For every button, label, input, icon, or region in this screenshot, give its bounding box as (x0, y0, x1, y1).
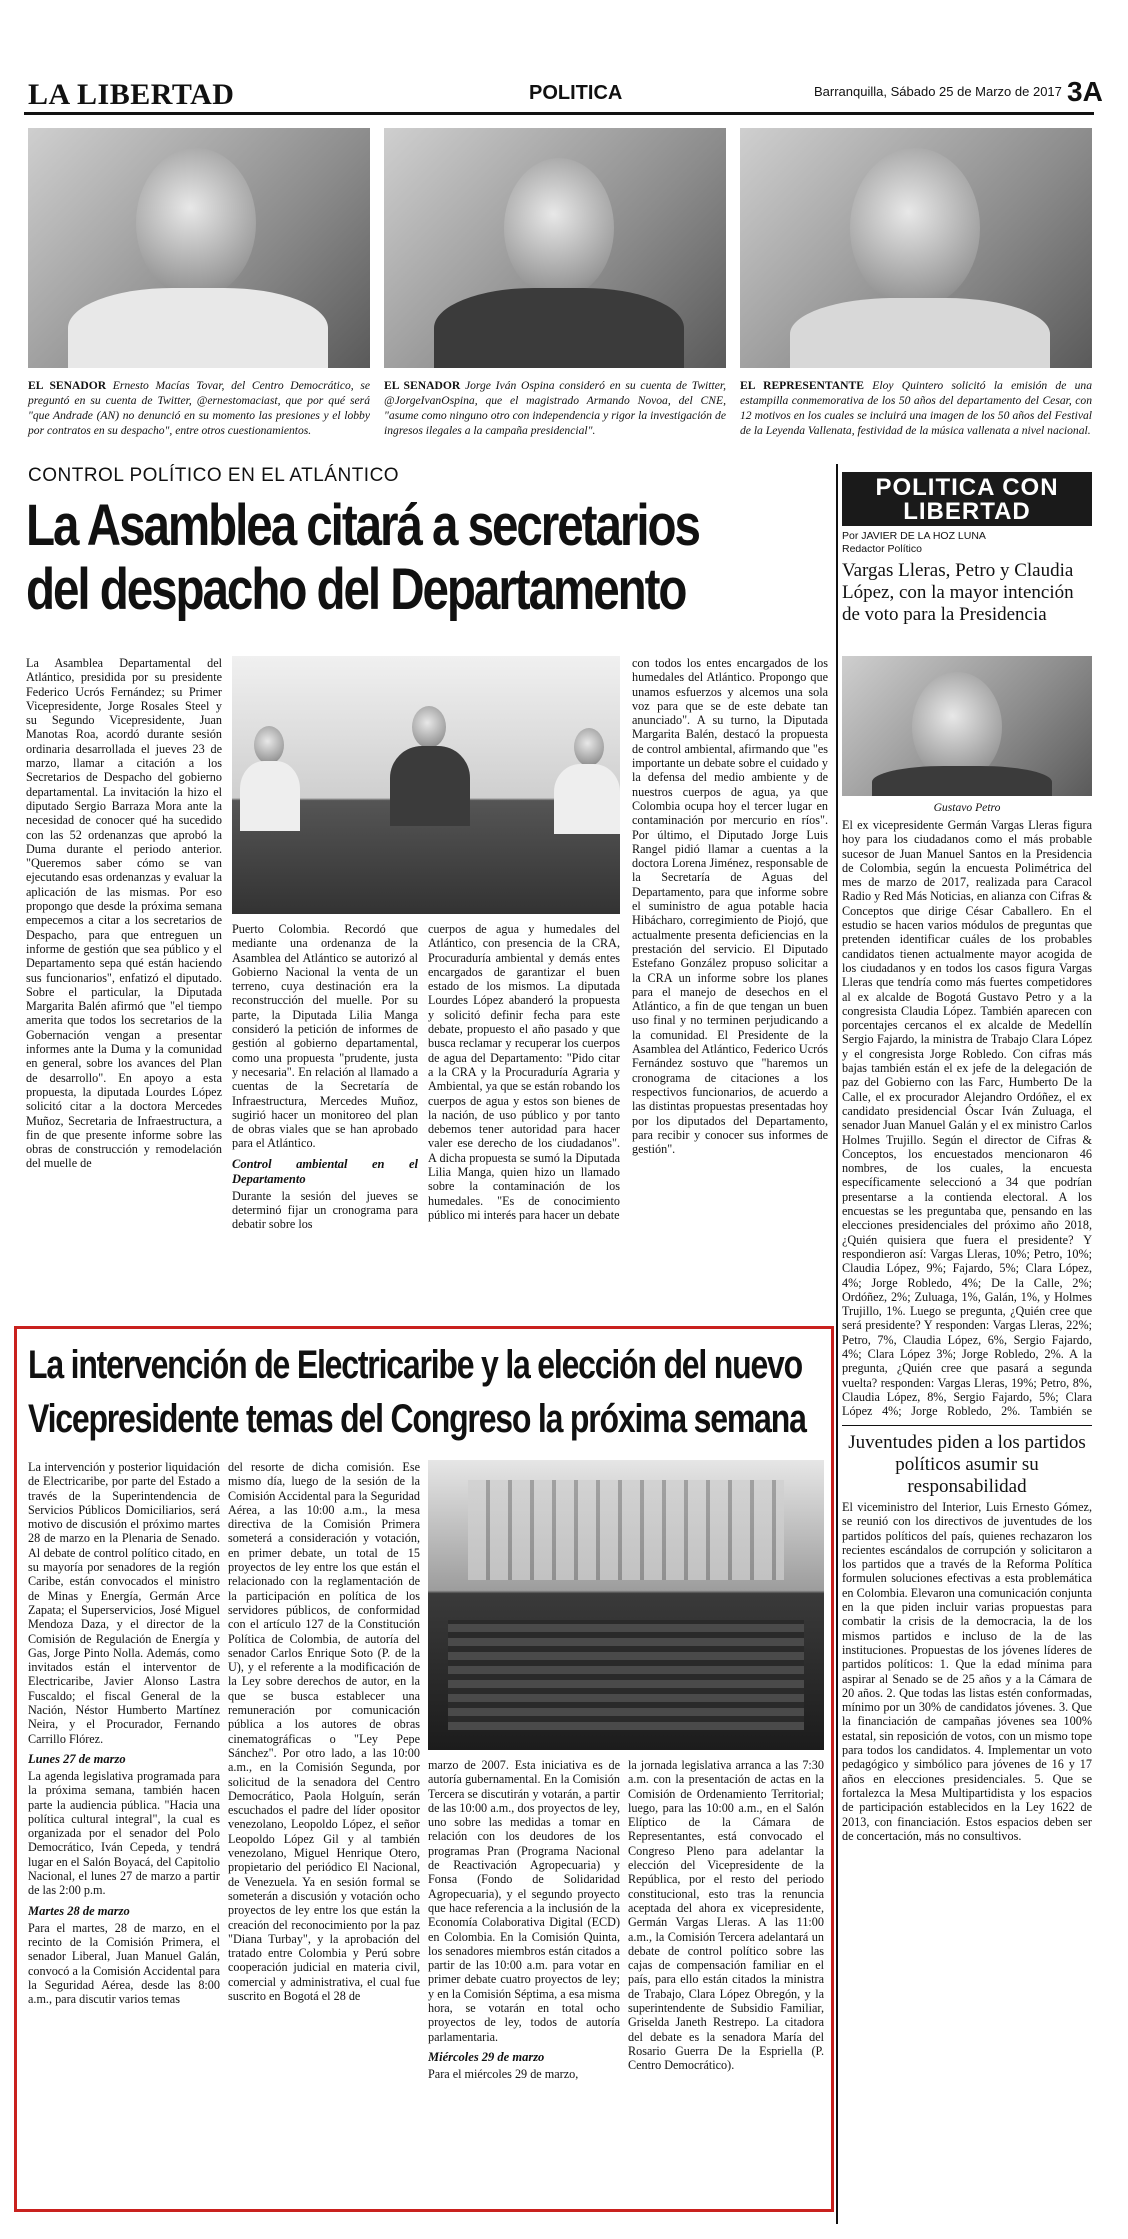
photo-senator-macias (28, 128, 370, 368)
article1-headline-line1: La Asamblea citará a secretarios (26, 493, 699, 558)
photo-representative-quintero (740, 128, 1092, 368)
article1-column-3: cuerpos de agua y humedales del Atlántico, con presencia de la CRA, Procuraduría ambiental y demás entes encargados de garantizar el buen estado de los mismos. La diputada Lourdes López abanderó la propuesta y solicitó definir fecha para este debate, propuesto el año pasado y que busca reclamar y recuperar los cuerpos de agua del Departamento: "Pido citar a la CRA y la Procuraduría Agraria y Ambiental, ya que se están robando los cuerpos de agua y estos son bienes de la nación, de uso público y por tanto debemos tener autoridad para hacer valer ese derecho de los ciudadanos". A dicha propuesta se sumó la Diputada Lilia Manga, quien hizo un llamado sobre la contaminación de los humedales. "Es de conocimiento público mi interés para hacer un debate (428, 922, 620, 1222)
article2-subhead-tuesday: Martes 28 de marzo (28, 1903, 130, 1918)
article1-subhead: Control ambiental en el Departamento (232, 1156, 418, 1186)
sidebar-title: Vargas Lleras, Petro y Claudia López, con la mayor intención de voto para la Presidencia (842, 560, 1074, 625)
sidebar-title-2: Juventudes piden a los partidos políticos asumir su responsabilidad (848, 1432, 1086, 1497)
issue-date: Barranquilla, Sábado 25 de Marzo de 2017 (814, 84, 1062, 99)
photo-congress-chamber (428, 1460, 824, 1750)
photo-caption-2: EL SENADOR Jorge Iván Ospina consideró en su cuenta de Twitter, @JorgeIvanOspina, que el magistrado Armando Novoa, del CNE, "asume como ninguno otro con independencia y rigor la investigación de ingresos ilegales a la campaña presidencial". (384, 379, 726, 437)
newspaper-name: LA LIBERTAD (28, 78, 235, 111)
sidebar-divider (842, 1425, 1092, 1426)
masthead (24, 76, 1103, 115)
article1-headline-line2: del despacho del Departamento (26, 557, 686, 622)
article1-column-4: con todos los entes encargados de los humedales del Atlántico. Propongo que unamos esfuerzos y alcemos una sola voz para que se de este debate tan anunciado". A su turno, la Diputada Margarita Balén, destacó la propuesta de control ambiental, afirmando que "es importante un debate sobre el cuidado y la defensa del medio ambiente y de nuestros cuerpos de agua, ya que Colombia ocupa hoy el tercer lugar en contaminación por mercurio en ríos". Por último, el Diputado Jorge Luis Rangel pidió llamar a cuentas a la doctora Lorena Jiménez, responsable de la Secretaría de Aguas del Departamento, para que informe sobre el suministro de agua potable hacia Hibácharo, corregimiento de Piojó, que actualmente presenta deficiencias en la prestación del servicio. El Diputado Estefano González propuso solicitar a la CRA un informe sobre los planes para el manejo de desechos en el Atlántico, a fin de que tengan un buen uso final y no terminen perjudicando a la comunidad. El Presidente de la Asamblea del Atlántico, Federico Ucrós Fernández sostuvo que "haremos un cronograma de citaciones a los respectivos funcionarios, de acuerdo a las distintas propuestas presentadas hoy por los diputados del Departamento, para recibir y conocer sus informes de gestión". (632, 656, 828, 1157)
sidebar-byline: Por JAVIER DE LA HOZ LUNA Redactor Político (842, 530, 986, 555)
article2-column-2: del resorte de dicha comisión. Ese mismo día, luego de la sesión de la Comisión Accidental para la Seguridad Aérea, a las 10:00 a.m., la mesa directiva de la Comisión Primera someterá a consideración y votación, en primer debate, un total de 15 proyectos de ley entre los que están el relacionado con la reglamentación de la participación en política de los servidores públicos, de conformidad con el artículo 127 de la Constitución Política de Colombia, de autoría del senador Carlos Enrique Soto (P. de la U), y el referente a la modificación de la Ley sobre derechos de autor, en la que se busca establecer una remuneración por comunicación pública a los autores de obras cinematográficas o "Ley Pepe Sánchez". Por otro lado, a las 10:00 a.m., en la Comisión Segunda, por solicitud de la senadora del Centro Democrático, Paola Holguín, serán escuchados el padre del líder opositor venezolano, Leopoldo López, el señor Leopoldo López Gil y al también venezolano, Miguel Henrique Otero, propietario del periódico El Nacional, de Venezuela. Ya en sesión formal se someterán a discusión y votación ocho proyectos de ley entre los que están la creación del reconocimiento por la paz "Diana Turbay", y la aprobación del tratado entre Colombia y Perú sobre cooperación judicial en materia civil, comercial y administrativa, el cual fue suscrito en Bogotá el 28 de (228, 1460, 420, 2003)
article2-headline-line1: La intervención de Electricaribe y la elección del nuevo (28, 1343, 803, 1387)
article2-subhead-monday: Lunes 27 de marzo (28, 1751, 126, 1766)
photo-caption-3: EL REPRESENTANTE Eloy Quintero solicitó la emisión de una estampilla conmemorativa de los 50 años del departamento del Cesar, con 12 motivos en los cuales se incluirá una imagen de los 50 años del Festival de la Leyenda Vallenata, festividad de la música vallenata a nivel nacional. (740, 379, 1092, 437)
article1-kicker: CONTROL POLÍTICO EN EL ATLÁNTICO (28, 465, 400, 486)
photo-assembly-session (232, 656, 620, 914)
article2-subhead-wednesday: Miércoles 29 de marzo (428, 2049, 545, 2064)
photo-senator-ospina (384, 128, 726, 368)
sidebar-body-2: El viceministro del Interior, Luis Ernesto Gómez, se reunió con los directivos de juventudes de los partidos políticos del país, quienes rechazaron los recientes escándalos de corrupción y solicitaron a los partidos que a través de la Reforma Política formulen soluciones efectivas a esta problemática en Colombia. Elevaron una comunicación conjunta en la que piden incluir varias propuestas para combatir la crisis de la democracia, la de los mismos partidos e incluso de la de las instituciones. Propuestas de los jóvenes líderes de partidos políticos: 1. Que la edad mínima para aspirar al Senado se de 25 años y a la Cámara de 20 años. 2. Que todas las listas estén conformadas, mínimo por un 30% de candidatos jóvenes. 3. Que la financiación de campañas jóvenes sea 100% estatal, sin reposición de votos, con un mismo tope para todos los candidatos. 4. Implementar un voto pedagógico y simbólico para jóvenes de 16 y 17 años en elecciones presidenciales. 5. Que se fortalezca la Mesa Multipartidista y los espacios de participación establecidos en la Ley 1622 de 2013, con financiación. Estos espacios deben ser de concertación, más no consultivos. (842, 1500, 1092, 1843)
article1-column-1: La Asamblea Departamental del Atlántico, presidida por su presidente Federico Ucrós Fernández; su Primer Vicepresidente, Jorge Rosales Steel y su Segundo Vicepresidente, Juan Manotas Roa, acordó durante sesión ordinaria desarrollada el jueves 23 de marzo, llamar a citación a los Secretarios de Despacho del gobierno departamental. La invitación la hizo el diputado Sergio Barraza Mora ante la necesidad de conocer qué ha sucedido con las 52 ordenanzas que aprobó la Duma durante el periodo anterior. "Queremos saber cómo se van ejecutando esas ordenanzas y evaluar la aplicación de las mismas. Por eso propongo que desde la próxima semana empecemos a citar a los secretarios de Despacho, para que entreguen un informe de gestión que sea público y el Departamento sepa qué están haciendo sus funcionarios", enfatizó el diputado. Sobre el particular, la Diputada Margarita Balén afirmó que "el tiempo amerita que todos los secretarios de la Gobernación vengan a presentar informes ante la Duma y la comunidad en general, sobre los avances del Plan de desarrollo". En apoyo a esta propuesta, la diputada Lourdes López solicitó citar a la doctora Mercedes Muñoz, Secretaria de Infraestructura, a fin de que presente informe sobre las obras de construcción y remodelación del muelle de (26, 656, 222, 1171)
page-number: 3A (1067, 76, 1103, 107)
article2-column-1: La intervención y posterior liquidación de Electricaribe, por parte del Estado a través de la Superintendencia de Servicios Públicos Domiciliarios, será motivo de discusión el próximo martes 28 de marzo en la Plenaria de Senado. Al debate de control político citado, en su mayoría por senadores de la región Caribe, están convocados el ministro de Minas y Energía, Germán Arce Zapata; el Superservicios, José Miguel Mendoza Daza, y el director de la Comisión de Regulación de Energía y Gas, Jorge Pinto Nolla. Además, como invitados están el interventor de Electricaribe, Javier Alonso Lastra Fuscaldo; el fiscal General de la Nación, Néstor Humberto Martínez Neira, y el Procurador, Fernando Carrillo Flórez. Lunes 27 de marzo La agenda legislativa programada para la próxima semana, también hacen parte la audiencia pública. "Hacia una política cultural integral", la cual es organizada por el senador del Polo Democrático, Iván Cepeda, y tendrá lugar en el Salón Boyacá, del Capitolio Nacional, el lunes 27 de marzo a partir de las 2:00 p.m. Martes 28 de marzo Para el martes, 28 de marzo, en el recinto de la Comisión Primera, el senador Liberal, Juan Manuel Galán, convocó a la Comisión Accidental para la Seguridad Aérea, desde las 8:00 a.m., para discutir varios temas (28, 1460, 220, 2007)
article2-column-3: marzo de 2007. Esta iniciativa es de autoría gubernamental. En la Comisión Tercera se discutirán y votarán, a partir de las 10:00 a.m., dos proyectos de ley, uno sobre las medidas a tomar en relación con los deudores de los programas Pran (Programa Nacional de Reactivación Agropecuaria) y Fonsa (Fondo de Solidaridad Agropecuaria), y el segundo proyecto que hace referencia a la inclusión de la Economía Colaborativa Digital (ECD) en Colombia. En la Comisión Quinta, los senadores miembros están citados a partir de las 10:00 a.m. para votar en primer debate cuatro proyectos de ley; y en la Comisión Séptima, a esa misma hora, se votarán en total ocho proyectos de ley, todos de autoría parlamentaria. Miércoles 29 de marzo Para el miércoles 29 de marzo, (428, 1758, 620, 2081)
article1-column-2: Puerto Colombia. Recordó que mediante una ordenanza de la Asamblea del Atlántico se autorizó al Gobierno Nacional la venta de un terreno, cuya destinación era la reconstrucción del muelle. Por su parte, la Diputada Lilia Manga consideró la petición de informes de gestión al gobierno departamental, como una propuesta "prudente, justa y necesaria". En relación al llamado a cuentas de la Secretaría de Infraestructura, Mercedes Muñoz, sugirió hacer un monitoreo del plan de obras viales que se han aprobado para el Atlántico. Control ambiental en el Departamento Durante la sesión del jueves se determinó fijar un cronograma para debatir sobre los (232, 922, 418, 1232)
section-name: POLITICA (529, 82, 623, 104)
column-divider (836, 464, 838, 2224)
photo-gustavo-petro (842, 656, 1092, 796)
sidebar-header: POLITICA CON LIBERTAD (842, 472, 1092, 526)
sidebar-body: El ex vicepresidente Germán Vargas Lleras figura hoy para los ciudadanos como el más probable sucesor de Juan Manuel Santos en la Presidencia de Colombia, según la encuesta Polimétrica del mes de marzo de 2017, realizada para Caracol Radio y Red Más Noticias, en alianza con Cifras & Conceptos que dirige César Caballero. En el estudio se hacen varios módulos de preguntas que pretenden identificar cuáles de los probables candidatos tienen actualmente mayor acogida de los ciudadanos y en todos los casos figura Vargas Lleras que tendría como más fuertes competidores al ex alcalde de Bogotá Gustavo Petro y a la congresista Claudia López. También aparecen con porcentajes cercanos el ex alcalde de Medellín Sergio Fajardo, la ministra de Trabajo Clara López y el congresista Jorge Robledo. Con cifras más bajas también están el ex jefe de la delegación de paz del Gobierno con las Farc, Humberto De la Calle, el ex procurador Alejandro Ordóñez, el ex candidato presidencial Óscar Iván Zuluaga, el senador Juan Manuel Galán y el ex ministro Carlos Holmes Trujillo. Según el director de Cifras & Conceptos, los encuestados mencionaron 46 nombres, de los cuales, la encuesta específicamente seleccionó a 34 que podrían presentarse a la contienda electoral. A los encuestas se les preguntaba que, pensando en las elecciones presidenciales del próximo año 2018, ¿Quién quisiera que fuera el presidente? Y respondieron así: Vargas Lleras, 10%; Petro, 10%; Claudia López, 9%; Fajardo, 5%; Clara López, 4%; Jorge Robledo, 4%; De la Calle, 2%; Ordóñez, 2%; Zuluaga, 1%, Galán, 1%, y Holmes Trujillo, 1%. Luego se pregunta, ¿Quién cree que será presidente? Y responden: Vargas Lleras, 22%; Petro, 7%, Claudia López, 6%, Sergio Fajardo, 4%; Clara López 3%; Jorge Robledo, 2%. A la pregunta, ¿Quién cree que pasará a segunda vuelta? responden: Vargas Lleras, 19%; Petro, 8%, Claudia López, 8%, Sergio Fajardo, 5%; Clara López 4%; Jorge Robledo, 2%. También se (842, 818, 1092, 1418)
photo-caption-1: EL SENADOR Ernesto Macías Tovar, del Centro Democrático, se preguntó en su cuenta de Twitter, @ernestomaciast, que por qué será "que Andrade (AN) no denunció en su momento las presiones y el lobby por contratos en su despacho", entre otros cuestionamientos. (28, 379, 370, 437)
article2-column-4: la jornada legislativa arranca a las 7:30 a.m. con la presentación de actas en la Comisión de Ordenamiento Territorial; luego, para las 10:00 a.m., en el Salón Elíptico de la Cámara de Representantes, está convocado el Congreso Pleno para adelantar la elección del Vicepresidente de la República, por el resto del periodo constitucional, esto tras la renuncia aceptada del ahora ex vicepresidente, Germán Vargas Lleras. A las 11:00 a.m., la Comisión Tercera adelantará un debate de control político sobre las cajas de compensación familiar en el país, para ello están citados la ministra de Trabajo, Clara López Obregón, y la superintendente de Subsidio Familiar, Griselda Janeth Restrepo. La citadora del debate es la senadora María del Rosario Guerra De la Espriella (P. Centro Democrático). (628, 1758, 824, 2073)
article2-headline-line2: Vicepresidente temas del Congreso la próxima semana (28, 1397, 806, 1441)
photo-caption-petro: Gustavo Petro (933, 801, 1001, 814)
